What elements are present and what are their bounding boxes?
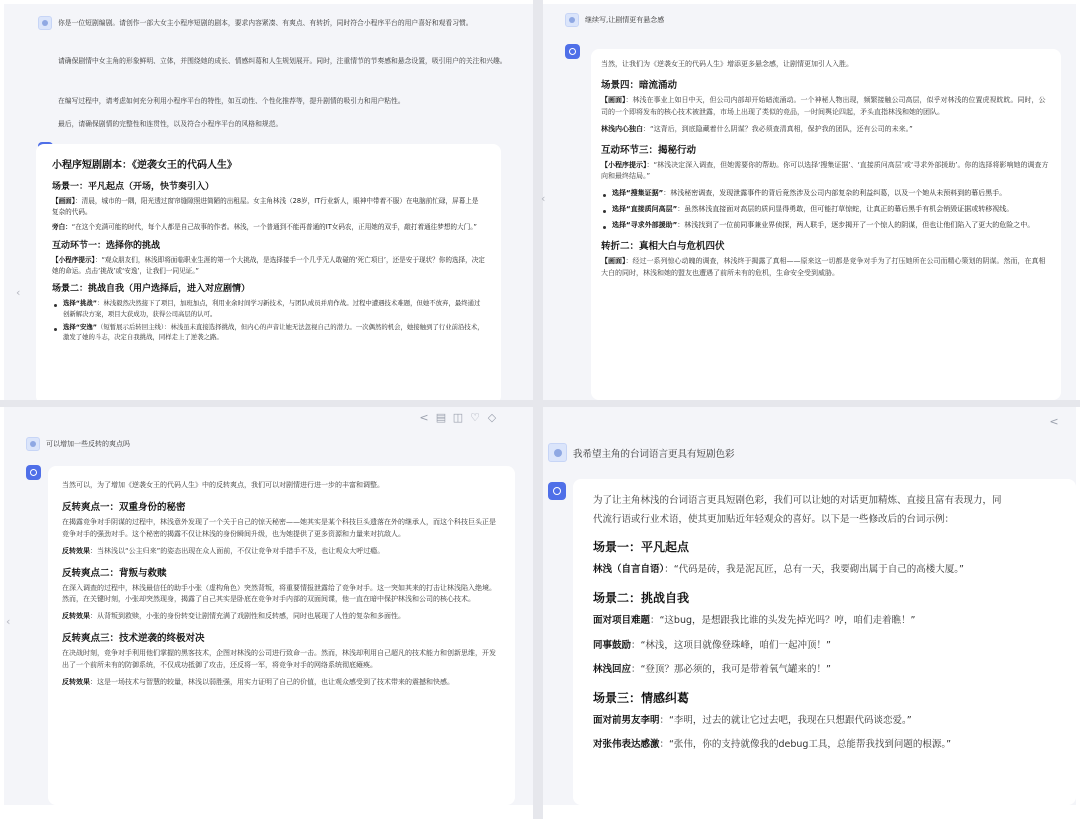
script-title: 小程序短剧剧本：《逆袭女王的代码人生》 bbox=[52, 160, 237, 171]
scene-4-paragraph: 【画面】：林浅在事业上如日中天，但公司内部却开始暗流涌动。一个神秘人物出现，频繁接触公司高层，似乎对林浅的位置虎视眈眈。同时，公司的一个即将发布的核心技术被泄露，市场上出现了类似的竞品，一时间舆论四起，矛头直指林浅和她的团队。 bbox=[601, 95, 1046, 116]
panel-script-outline bbox=[4, 4, 533, 400]
user-prompt-line-1: 你是一位短剧编剧。请创作一部大女主小程序短剧的剧本，要求内容紧凑、有爽点、有转折，同时符合小程序平台的用户喜好和观看习惯。 bbox=[58, 19, 473, 27]
message-toolbar bbox=[418, 411, 498, 424]
assistant-response-card bbox=[36, 144, 501, 404]
user-prompt-line-2: 请确保剧情中女主角的形象鲜明、立体，并围绕她的成长、情感纠葛和人生规划展开。同时，注重情节的节奏感和悬念设置，吸引用户的关注和兴趣。 bbox=[58, 57, 507, 65]
twist-1-effect: 反转效果：当林浅以“公主归来”的姿态出现在众人面前，不仅让竞争对手措手不及，也让观众大呼过瘾。 bbox=[62, 546, 385, 555]
user-avatar bbox=[38, 16, 52, 30]
save-icon[interactable]: ▤ bbox=[435, 411, 447, 424]
assistant-avatar-icon bbox=[26, 465, 41, 480]
user-prompt: 可以增加一些反转的爽点吗 bbox=[46, 440, 130, 448]
scene-1-paragraph: 【画面】：清晨，城市的一隅，阳光透过窗帘缝隙照进简陋的出租屋。女主角林浅（28岁，IT行业新人，眼神中带着不服）在电脑前忙碌，屏幕上是复杂的代码。 bbox=[52, 197, 479, 216]
twist-1-heading: 反转爽点一：双重身份的秘密 bbox=[62, 501, 186, 513]
response-intro: 当然，让我们为《逆袭女王的代码人生》增添更多悬念感，让剧情更加引人入胜。 bbox=[601, 60, 853, 68]
list-item: 选择“安逸”（短暂展示后转回主线）：林浅虽未直接选择挑战，但内心的声音让她无法忽视自己的潜力。一次偶然的机会，她接触到了行业前沿技术，激发了她的斗志，决定自我挑战，同样走上了逆袭之路。 bbox=[52, 322, 485, 343]
scene-1-heading: 场景一：平凡起点（开场，快节奏引入） bbox=[52, 182, 215, 192]
twist-2-heading: 反转爽点二：背叛与救赎 bbox=[62, 567, 167, 579]
divider bbox=[533, 0, 546, 819]
user-prompt: 我希望主角的台词语言更具有短剧色彩 bbox=[573, 449, 735, 460]
interaction-1-paragraph: 【小程序提示】：“观众朋友们，林浅即将面临职业生涯的第一个大挑战，是选择接手一个几乎无人敢碰的‘死亡项目’，还是安于现状？你的选择，决定她的命运。点击‘挑战’或‘安逸’，让我们一同见证。” bbox=[52, 255, 485, 275]
assistant-response-card bbox=[48, 466, 515, 805]
copy-icon[interactable]: ◫ bbox=[452, 411, 464, 424]
scene-3-heading: 场景三：情感纠葛 bbox=[593, 690, 690, 705]
list-item: 选择“直接质问高层”：虽然林浅直接面对高层的质问显得勇敢，但可能打草惊蛇，让真正的幕后黑手有机会销毁证据或转移视线。 bbox=[601, 204, 1051, 216]
assistant-avatar-icon bbox=[548, 482, 566, 500]
twist-2-paragraph: 【画面】：经过一系列惊心动魄的调查，林浅终于揭露了真相——原来这一切都是竞争对手为了打压她所在公司而精心策划的阴谋。然而，在真相大白的同时，林浅和她的盟友也遭遇了前所未有的危机，生命安全受到威胁。 bbox=[601, 257, 1046, 277]
thumbs-up-icon[interactable]: ♡ bbox=[470, 411, 480, 424]
interaction-1-heading: 互动环节一：选择你的挑战 bbox=[52, 240, 161, 251]
user-prompt-line-4: 最后，请确保剧情的完整性和连贯性，以及符合小程序平台的风格和规范。 bbox=[58, 120, 283, 128]
response-intro-line-2: 代流行语或行业术语，使其更加贴近年轻观众的喜好。以下是一些修改后的台词示例： bbox=[593, 513, 955, 525]
twist-3-paragraph: 在决战时刻，竞争对手利用他们掌握的黑客技术，企图对林浅的公司进行致命一击。然而，林浅却利用自己超凡的技术能力和创新思维，开发出了一个前所未有的防御系统，不仅成功抵御了攻击，还反将一军，将竞争对手的网络系统彻底瘫痪。 bbox=[62, 649, 496, 670]
scene-2-heading: 场景二：挑战自我（用户选择后，进入对应剧情） bbox=[52, 284, 251, 295]
thumbs-down-icon[interactable]: ◇ bbox=[487, 411, 497, 424]
message-toolbar bbox=[1048, 415, 1060, 428]
interaction-3-heading: 互动环节三：揭秘行动 bbox=[601, 144, 697, 156]
response-intro-line-1: 为了让主角林浅的台词语言更具短剧色彩，我们可以让她的对话更加精炼、直接且富有表现力，同 bbox=[593, 495, 1002, 506]
twist-1-paragraph: 在揭露竞争对手阴谋的过程中，林浅意外发现了一个关于自己的惊天秘密——她其实是某个科技巨头遗落在外的继承人，而这个科技巨头正是竞争对手的强劲对手。这个秘密的揭露不仅让林浅的身份瞬间升级，也为她提供了更多资源和力量来对抗敌人。 bbox=[62, 517, 496, 538]
list-item: 选择“搜集证据”：林浅秘密调查，发现泄露事件的背后竟然涉及公司内部复杂的利益纠葛，以及一个她从未预料到的幕后黑手。 bbox=[601, 188, 1051, 200]
assistant-avatar-icon bbox=[565, 44, 580, 59]
chevron-left-icon[interactable]: ‹ bbox=[541, 192, 546, 205]
scene-2-line: 林浅回应：“登顶？那必须的，我可是带着氧气罐来的！” bbox=[593, 664, 831, 676]
chevron-left-icon[interactable]: ‹ bbox=[16, 286, 21, 299]
scene-3-line: 面对前男友李明：“李明，过去的就让它过去吧，我现在只想跟代码谈恋爱。” bbox=[593, 714, 912, 726]
user-avatar bbox=[26, 437, 40, 451]
scene-2-line: 面对项目难题：“这bug，是想跟我比谁的头发先掉光吗？哼，咱们走着瞧！” bbox=[593, 614, 916, 626]
twist-2-paragraph: 在深入调查的过程中，林浅最信任的助手小张（虚构角色）突然背叛，将重要情报泄露给了竞争对手。这一突如其来的打击让林浅陷入绝境。然而，在关键时刻，小张却突然现身，揭露了自己其实是卧底在竞争对手内部的双面间谍，他一直在暗中保护林浅和公司的核心技术。 bbox=[62, 583, 496, 604]
scene-2-choice-list bbox=[52, 298, 485, 342]
chevron-left-icon[interactable]: ‹ bbox=[6, 615, 11, 628]
scene-3-line: 对张伟表达感激：“张伟，你的支持就像我的debug工具，总能帮我找到问题的根源。” bbox=[593, 739, 952, 751]
scene-4-heading: 场景四：暗流涌动 bbox=[601, 79, 678, 91]
twist-3-heading: 反转爽点三：技术逆袭的终极对决 bbox=[62, 633, 205, 645]
panel-plot-twists bbox=[4, 407, 533, 805]
list-item: 选择“挑战”：林浅毅然决然接下了项目，加班加点，利用业余时间学习新技术，与团队成员并肩作战。过程中遭遇技术难题，但她不放弃，最终通过创新解决方案，项目大获成功，获得公司高层的认可。 bbox=[52, 298, 485, 319]
twist-3-effect: 反转效果：这是一场技术与智慧的较量，林浅以弱胜强，用实力证明了自己的价值，也让观众感受到了技术带来的震撼和快感。 bbox=[62, 678, 454, 687]
scene-1-line: 林浅（自言自语）：“代码是砖，我是泥瓦匠，总有一天，我要砌出属于自己的高楼大厦。” bbox=[593, 564, 964, 576]
user-avatar bbox=[565, 13, 579, 27]
scene-2-heading: 场景二：挑战自我 bbox=[593, 590, 690, 605]
assistant-response-card bbox=[573, 479, 1076, 805]
twist-2-effect: 反转效果：从背叛到救赎，小张的身份转变让剧情充满了戏剧性和反转感，同时也展现了人性的复杂和多面性。 bbox=[62, 612, 405, 621]
user-prompt-line-3: 在编写过程中，请考虑如何充分利用小程序平台的特性，如互动性、个性化推荐等，提升剧情的吸引力和用户粘性。 bbox=[58, 97, 405, 105]
panel-suspense-continuation bbox=[543, 4, 1076, 400]
response-intro: 当然可以，为了增加《逆袭女王的代码人生》中的反转爽点，我们可以对剧情进行进一步的丰富和调整。 bbox=[62, 481, 384, 489]
user-avatar bbox=[548, 443, 567, 462]
share-icon[interactable]: < bbox=[1049, 415, 1059, 428]
twist-2-heading: 转折二：真相大白与危机四伏 bbox=[601, 241, 725, 253]
divider bbox=[0, 400, 1080, 407]
user-prompt: 继续写,让剧情更有悬念感 bbox=[585, 16, 665, 24]
share-icon[interactable]: < bbox=[419, 411, 429, 424]
interaction-3-paragraph: 【小程序提示】：“林浅决定深入调查，但她需要你的帮助。你可以选择‘搜集证据’、‘直接质问高层’或‘寻求外部援助’。你的选择将影响她的调查方向和最终结局。” bbox=[601, 160, 1049, 181]
choice-list bbox=[601, 188, 1051, 232]
scene-1-heading: 场景一：平凡起点 bbox=[593, 540, 690, 555]
inner-monologue: 林浅内心独白：“这背后，到底隐藏着什么阴谋？我必须查清真相，保护我的团队，还有公司的未来。” bbox=[601, 124, 913, 133]
scene-2-line: 同事鼓励：“林浅，这项目就像登珠峰，咱们一起冲顶！” bbox=[593, 639, 831, 651]
assistant-response-card bbox=[591, 49, 1061, 400]
scene-1-voiceover: 旁白：“在这个充满可能的时代，每个人都是自己故事的作者。林浅，一个普通到不能再普通的IT女码农，正用她的双手，敲打着通往梦想的大门。” bbox=[52, 222, 477, 231]
list-item: 选择“寻求外部援助”：林浅找到了一位前同事兼业界侦探，两人联手，逐步揭开了一个惊人的阴谋，但也让他们陷入了更大的危险之中。 bbox=[601, 220, 1051, 232]
panel-dialogue-style bbox=[543, 407, 1076, 805]
